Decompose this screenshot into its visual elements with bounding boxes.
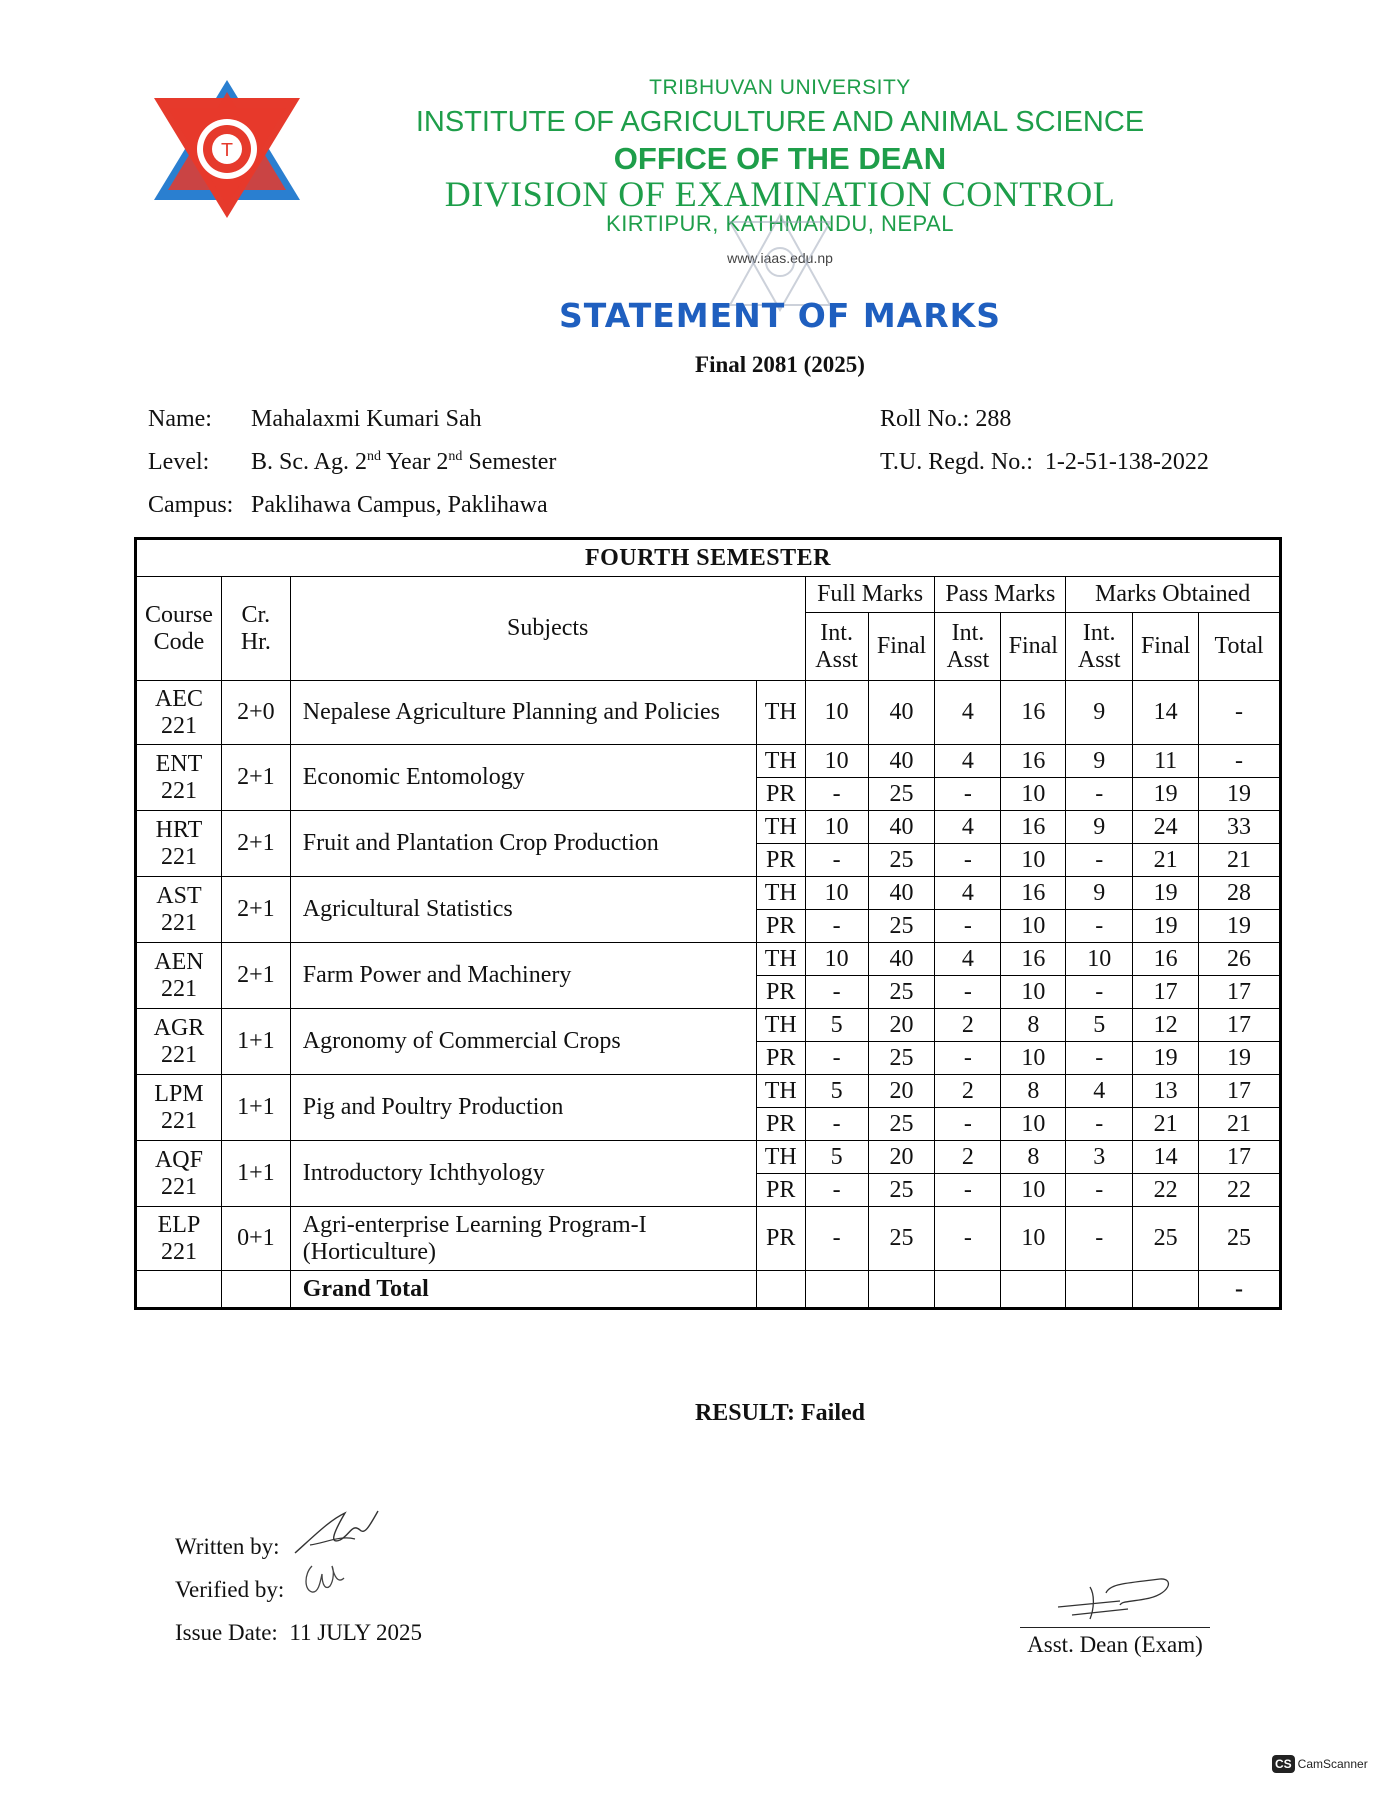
obtained-total: 33 — [1199, 811, 1281, 844]
pass-marks-int: 2 — [935, 1075, 1001, 1108]
obtained-total: 19 — [1199, 910, 1281, 943]
signatory-title: Asst. Dean (Exam) — [1027, 1632, 1203, 1657]
credit-hours: 2+1 — [221, 877, 290, 943]
obtained-final: 21 — [1133, 844, 1199, 877]
university-name: TRIBHUVAN UNIVERSITY — [649, 76, 911, 99]
subject-name: Agronomy of Commercial Crops — [290, 1009, 756, 1075]
obtained-int: - — [1066, 976, 1133, 1009]
obtained-int: - — [1066, 844, 1133, 877]
component-type: TH — [756, 681, 805, 745]
verified-by-signature — [300, 1560, 350, 1600]
component-type: PR — [756, 1174, 805, 1207]
obtained-final: 22 — [1133, 1174, 1199, 1207]
pass-marks-int: - — [935, 910, 1001, 943]
subject-name: Agri-enterprise Learning Program-I (Horticulture) — [290, 1207, 756, 1271]
component-type: PR — [756, 976, 805, 1009]
table-row — [136, 943, 1281, 976]
student-name: Mahalaxmi Kumari Sah — [251, 406, 482, 432]
full-marks-final: 20 — [868, 1009, 935, 1042]
header-pm-int: Int. Asst — [935, 613, 1001, 681]
credit-hours: 2+1 — [221, 745, 290, 811]
full-marks-final: 40 — [868, 811, 935, 844]
full-marks-int: 5 — [805, 1075, 868, 1108]
institute-name: INSTITUTE OF AGRICULTURE AND ANIMAL SCIENCE — [415, 106, 1145, 138]
pass-marks-int: - — [935, 1108, 1001, 1141]
campus-value: Paklihawa Campus, Paklihawa — [251, 492, 548, 518]
full-marks-final: 25 — [868, 1174, 935, 1207]
table-row — [136, 811, 1281, 844]
full-marks-final: 25 — [868, 1042, 935, 1075]
component-type: PR — [756, 844, 805, 877]
full-marks-final: 25 — [868, 844, 935, 877]
table-row — [136, 681, 1281, 745]
grand-total-row — [136, 1271, 1281, 1309]
pass-marks-int: 4 — [935, 681, 1001, 745]
level-label: Level: — [148, 449, 210, 475]
obtained-final: 25 — [1133, 1207, 1199, 1271]
division-name: DIVISION OF EXAMINATION CONTROL — [444, 174, 1116, 214]
pass-marks-int: 2 — [935, 1141, 1001, 1174]
regd-row — [880, 449, 1209, 476]
marks-body — [136, 681, 1281, 1271]
pass-marks-final: 10 — [1001, 1108, 1066, 1141]
camscanner-icon: CS — [1272, 1755, 1295, 1773]
full-marks-int: - — [805, 778, 868, 811]
obtained-total: 22 — [1199, 1174, 1281, 1207]
written-by-signature — [290, 1505, 385, 1560]
credit-hours: 1+1 — [221, 1009, 290, 1075]
component-type: PR — [756, 778, 805, 811]
obtained-total: 26 — [1199, 943, 1281, 976]
pass-marks-final: 16 — [1001, 681, 1066, 745]
obtained-final: 19 — [1133, 877, 1199, 910]
pass-marks-final: 8 — [1001, 1141, 1066, 1174]
obtained-int: - — [1066, 1108, 1133, 1141]
obtained-final: 17 — [1133, 976, 1199, 1009]
full-marks-final: 40 — [868, 681, 935, 745]
course-code: AEN 221 — [136, 943, 222, 1009]
obtained-total: 25 — [1199, 1207, 1281, 1271]
full-marks-int: - — [805, 1174, 868, 1207]
obtained-total: 21 — [1199, 1108, 1281, 1141]
semester-title: FOURTH SEMESTER — [136, 539, 1281, 577]
address: KIRTIPUR, KATHMANDU, NEPAL — [606, 211, 954, 236]
marks-table — [134, 537, 1282, 1310]
full-marks-final: 20 — [868, 1141, 935, 1174]
table-row — [136, 1207, 1281, 1271]
credit-hours: 1+1 — [221, 1075, 290, 1141]
obtained-int: 9 — [1066, 877, 1133, 910]
pass-marks-final: 10 — [1001, 844, 1066, 877]
component-type: PR — [756, 1207, 805, 1271]
full-marks-final: 25 — [868, 910, 935, 943]
pass-marks-int: 4 — [935, 877, 1001, 910]
obtained-int: 10 — [1066, 943, 1133, 976]
regd-value: 1-2-51-138-2022 — [1044, 449, 1209, 475]
obtained-int: 4 — [1066, 1075, 1133, 1108]
subject-name: Introductory Ichthyology — [290, 1141, 756, 1207]
obtained-int: 3 — [1066, 1141, 1133, 1174]
subject-name: Economic Entomology — [290, 745, 756, 811]
component-type: TH — [756, 1075, 805, 1108]
full-marks-final: 25 — [868, 1207, 935, 1271]
full-marks-final: 40 — [868, 745, 935, 778]
roll-row — [880, 406, 1011, 433]
pass-marks-int: - — [935, 1042, 1001, 1075]
pass-marks-final: 16 — [1001, 811, 1066, 844]
obtained-final: 14 — [1133, 1141, 1199, 1174]
pass-marks-final: 8 — [1001, 1075, 1066, 1108]
verified-by-label: Verified by: — [175, 1577, 285, 1602]
grand-total-label: Grand Total — [290, 1271, 756, 1309]
obtained-final: 19 — [1133, 1042, 1199, 1075]
subject-name: Pig and Poultry Production — [290, 1075, 756, 1141]
scanner-watermark — [1272, 1755, 1368, 1773]
pass-marks-final: 10 — [1001, 976, 1066, 1009]
pass-marks-int: 2 — [935, 1009, 1001, 1042]
name-label: Name: — [148, 406, 212, 432]
credit-hours: 2+0 — [221, 681, 290, 745]
obtained-total: 21 — [1199, 844, 1281, 877]
header-marks-obtained: Marks Obtained — [1066, 577, 1281, 613]
obtained-int: 9 — [1066, 745, 1133, 778]
header-mo-int: Int. Asst — [1066, 613, 1133, 681]
pass-marks-int: - — [935, 1207, 1001, 1271]
pass-marks-int: 4 — [935, 943, 1001, 976]
obtained-int: - — [1066, 910, 1133, 943]
subject-name: Fruit and Plantation Crop Production — [290, 811, 756, 877]
full-marks-int: - — [805, 1108, 868, 1141]
obtained-final: 14 — [1133, 681, 1199, 745]
header-mo-total: Total — [1199, 613, 1281, 681]
pass-marks-int: - — [935, 976, 1001, 1009]
full-marks-int: - — [805, 976, 868, 1009]
component-type: TH — [756, 811, 805, 844]
header-course-code: Course Code — [136, 577, 222, 681]
component-type: PR — [756, 1042, 805, 1075]
svg-text:T: T — [221, 140, 233, 161]
full-marks-int: - — [805, 844, 868, 877]
obtained-total: 17 — [1199, 976, 1281, 1009]
obtained-final: 11 — [1133, 745, 1199, 778]
website: www.iaas.edu.np — [727, 250, 833, 266]
pass-marks-int: 4 — [935, 811, 1001, 844]
pass-marks-final: 10 — [1001, 1207, 1066, 1271]
course-code: HRT 221 — [136, 811, 222, 877]
level-value: B. Sc. Ag. 2nd Year 2nd Semester — [251, 449, 557, 475]
component-type: TH — [756, 943, 805, 976]
component-type: TH — [756, 1141, 805, 1174]
full-marks-int: 10 — [805, 811, 868, 844]
course-code: AGR 221 — [136, 1009, 222, 1075]
credit-hours: 2+1 — [221, 811, 290, 877]
header-pm-final: Final — [1001, 613, 1066, 681]
pass-marks-final: 10 — [1001, 1042, 1066, 1075]
obtained-int: - — [1066, 1207, 1133, 1271]
subject-name: Farm Power and Machinery — [290, 943, 756, 1009]
pass-marks-final: 8 — [1001, 1009, 1066, 1042]
subject-name: Nepalese Agriculture Planning and Policies — [290, 681, 756, 745]
component-type: TH — [756, 745, 805, 778]
credit-hours: 1+1 — [221, 1141, 290, 1207]
component-type: TH — [756, 1009, 805, 1042]
header-subjects: Subjects — [290, 577, 805, 681]
obtained-final: 13 — [1133, 1075, 1199, 1108]
pass-marks-int: - — [935, 844, 1001, 877]
full-marks-int: - — [805, 1207, 868, 1271]
obtained-total: 17 — [1199, 1141, 1281, 1174]
dean-signature — [1050, 1575, 1180, 1630]
university-logo — [152, 78, 302, 220]
roll-label: Roll No.: — [880, 406, 970, 432]
office-name: OFFICE OF THE DEAN — [613, 141, 947, 176]
course-code: LPM 221 — [136, 1075, 222, 1141]
component-type: TH — [756, 877, 805, 910]
roll-value: 288 — [975, 406, 1012, 432]
obtained-total: - — [1199, 745, 1281, 778]
obtained-int: 9 — [1066, 811, 1133, 844]
header-mo-final: Final — [1133, 613, 1199, 681]
campus-row — [148, 492, 548, 519]
issue-date-row — [175, 1620, 422, 1646]
exam-title: Final 2081 (2025) — [695, 352, 865, 377]
table-row — [136, 745, 1281, 778]
issue-date-label: Issue Date: — [175, 1620, 278, 1645]
full-marks-int: 10 — [805, 745, 868, 778]
obtained-total: - — [1199, 681, 1281, 745]
full-marks-int: 5 — [805, 1009, 868, 1042]
header-full-marks: Full Marks — [805, 577, 935, 613]
pass-marks-int: 4 — [935, 745, 1001, 778]
course-code: AST 221 — [136, 877, 222, 943]
pass-marks-final: 10 — [1001, 1174, 1066, 1207]
obtained-final: 21 — [1133, 1108, 1199, 1141]
header-fm-final: Final — [868, 613, 935, 681]
course-code: AEC 221 — [136, 681, 222, 745]
header-fm-int: Int. Asst — [805, 613, 868, 681]
obtained-final: 16 — [1133, 943, 1199, 976]
pass-marks-int: - — [935, 1174, 1001, 1207]
pass-marks-final: 16 — [1001, 745, 1066, 778]
full-marks-final: 20 — [868, 1075, 935, 1108]
full-marks-int: 5 — [805, 1141, 868, 1174]
result: RESULT: Failed — [694, 1400, 866, 1426]
obtained-total: 17 — [1199, 1075, 1281, 1108]
issue-date: 11 JULY 2025 — [289, 1620, 423, 1645]
obtained-total: 19 — [1199, 1042, 1281, 1075]
campus-label: Campus: — [148, 492, 234, 518]
pass-marks-final: 16 — [1001, 943, 1066, 976]
pass-marks-final: 10 — [1001, 910, 1066, 943]
obtained-final: 19 — [1133, 778, 1199, 811]
component-type: PR — [756, 910, 805, 943]
component-type: PR — [756, 1108, 805, 1141]
obtained-final: 24 — [1133, 811, 1199, 844]
obtained-int: - — [1066, 1174, 1133, 1207]
full-marks-int: 10 — [805, 877, 868, 910]
pass-marks-final: 16 — [1001, 877, 1066, 910]
regd-label: T.U. Regd. No.: — [880, 449, 1033, 475]
full-marks-int: 10 — [805, 681, 868, 745]
full-marks-int: - — [805, 910, 868, 943]
table-row — [136, 1009, 1281, 1042]
obtained-total: 19 — [1199, 778, 1281, 811]
credit-hours: 0+1 — [221, 1207, 290, 1271]
level-row — [148, 449, 556, 476]
course-code: AQF 221 — [136, 1141, 222, 1207]
obtained-final: 12 — [1133, 1009, 1199, 1042]
pass-marks-final: 10 — [1001, 778, 1066, 811]
full-marks-final: 25 — [868, 976, 935, 1009]
full-marks-final: 40 — [868, 877, 935, 910]
full-marks-int: 10 — [805, 943, 868, 976]
full-marks-final: 25 — [868, 778, 935, 811]
pass-marks-int: - — [935, 778, 1001, 811]
grand-total-value: - — [1199, 1271, 1281, 1309]
obtained-total: 28 — [1199, 877, 1281, 910]
full-marks-int: - — [805, 1042, 868, 1075]
written-by-label: Written by: — [175, 1534, 280, 1559]
obtained-int: - — [1066, 778, 1133, 811]
obtained-total: 17 — [1199, 1009, 1281, 1042]
full-marks-final: 25 — [868, 1108, 935, 1141]
scanner-name: CamScanner — [1297, 1757, 1368, 1771]
obtained-int: - — [1066, 1042, 1133, 1075]
document-title: STATEMENT OF MARKS — [559, 296, 1001, 335]
header-pass-marks: Pass Marks — [935, 577, 1066, 613]
table-row — [136, 877, 1281, 910]
table-row — [136, 1075, 1281, 1108]
obtained-int: 9 — [1066, 681, 1133, 745]
table-row — [136, 1141, 1281, 1174]
name-row — [148, 406, 482, 433]
signature-line — [1020, 1627, 1210, 1628]
course-code: ELP 221 — [136, 1207, 222, 1271]
header-credit-hours: Cr. Hr. — [221, 577, 290, 681]
credit-hours: 2+1 — [221, 943, 290, 1009]
course-code: ENT 221 — [136, 745, 222, 811]
obtained-final: 19 — [1133, 910, 1199, 943]
full-marks-final: 40 — [868, 943, 935, 976]
obtained-int: 5 — [1066, 1009, 1133, 1042]
subject-name: Agricultural Statistics — [290, 877, 756, 943]
